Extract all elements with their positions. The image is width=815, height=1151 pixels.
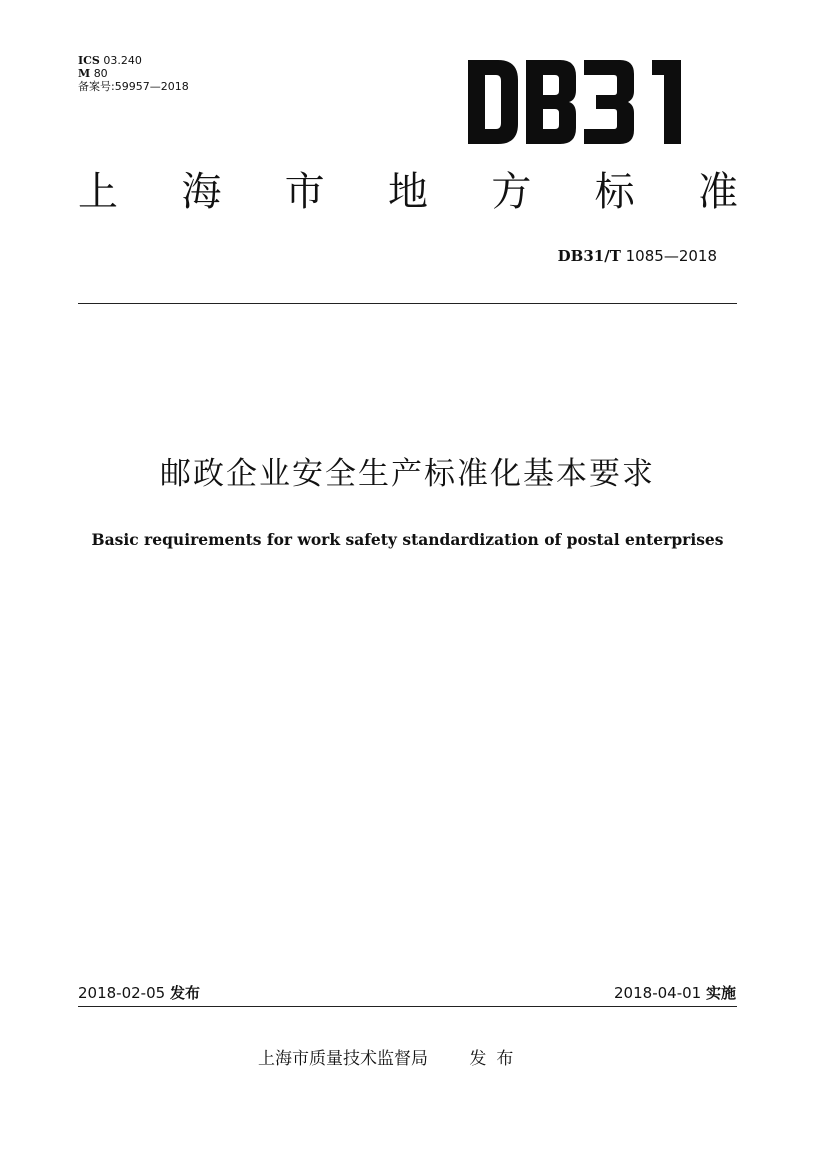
standard-code <box>558 247 717 265</box>
region-title-char: 标 <box>594 169 635 215</box>
standard-code-prefix: DB31/T <box>557 247 621 265</box>
effective-date: 2018-04-01 <box>614 984 702 1002</box>
region-title-char: 海 <box>181 169 222 215</box>
publish-date: 2018-02-05 <box>78 984 166 1002</box>
db31-logo <box>468 60 694 144</box>
effective-date-line <box>614 984 736 1002</box>
classification-row <box>78 67 189 80</box>
publish-date-line <box>78 984 200 1002</box>
english-title: Basic requirements for work safety standardization of postal enterprises <box>91 530 724 549</box>
standard-code-number: 1085—2018 <box>625 247 717 265</box>
issuer-action: 发布 <box>469 1049 524 1069</box>
classification-label: M <box>78 67 91 80</box>
region-title-char: 准 <box>697 169 738 215</box>
effective-word: 实施 <box>705 984 736 1002</box>
bottom-divider <box>78 1006 737 1007</box>
document-metadata <box>78 54 189 93</box>
region-title-char: 方 <box>491 169 532 215</box>
ics-label: ICS <box>78 54 100 67</box>
region-title-char: 地 <box>387 169 428 215</box>
db31-logo-graphic <box>468 60 694 144</box>
region-title-char: 上 <box>78 169 118 215</box>
ics-row <box>78 54 189 67</box>
ics-value: 03.240 <box>103 54 142 67</box>
publish-word: 发布 <box>169 984 200 1002</box>
chinese-title: 邮政企业安全生产标准化基本要求 <box>160 456 655 492</box>
classification-value: 80 <box>93 67 108 80</box>
issuer-line <box>258 1048 523 1070</box>
top-divider <box>78 303 737 304</box>
filing-number: 备案号:59957—2018 <box>78 80 189 93</box>
issuer-name: 上海市质量技术监督局 <box>258 1049 428 1069</box>
region-standard-title <box>78 166 738 218</box>
region-title-char: 市 <box>284 169 325 215</box>
